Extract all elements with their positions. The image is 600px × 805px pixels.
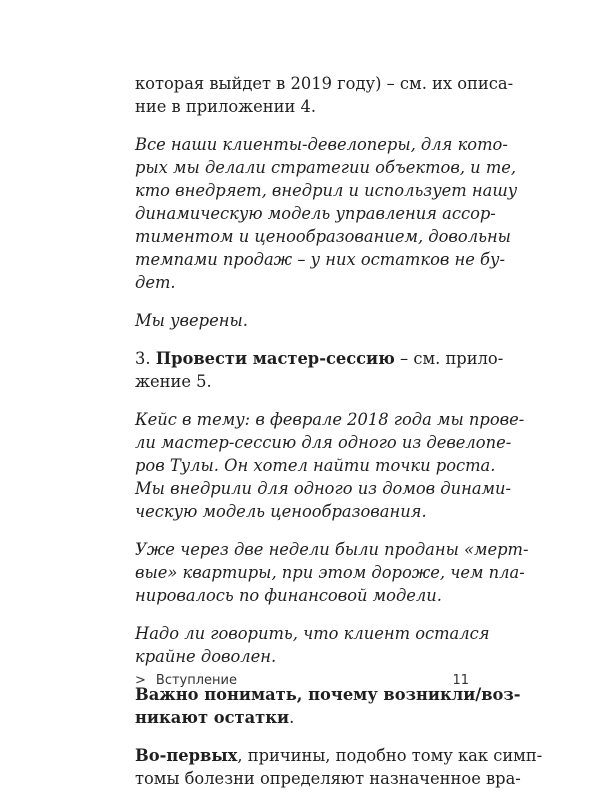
bold-text: никают остатки bbox=[135, 708, 290, 727]
text-line: Кейс в тему: в феврале 2018 года мы прове- bbox=[135, 410, 525, 429]
paragraph-8 bbox=[135, 683, 521, 729]
text-line: Уже через две недели были проданы «мерт- bbox=[135, 540, 529, 559]
list-number: 3. bbox=[135, 349, 156, 368]
text-line: дет. bbox=[135, 273, 176, 292]
text-line: Мы внедрили для одного из домов динами- bbox=[135, 479, 512, 498]
text-line: кто внедряет, внедрил и использует нашу bbox=[135, 181, 518, 200]
bold-heading: Провести мастер-сессию bbox=[155, 349, 395, 368]
text-line: ли мастер-сессию для одного из девелопе- bbox=[135, 433, 512, 452]
text-line: вые» квартиры, при этом дороже, чем пла- bbox=[135, 563, 525, 582]
page-body bbox=[135, 72, 543, 805]
text-line: которая выйдет в 2019 году) – см. их описа- bbox=[135, 74, 514, 93]
text-line bbox=[135, 347, 504, 370]
text-line: жение 5. bbox=[135, 372, 212, 391]
page-number: 11 bbox=[452, 673, 469, 688]
text-line: рых мы делали стратегии объектов, и те, bbox=[135, 158, 517, 177]
text-line: томы болезни определяют назначенное вра- bbox=[135, 769, 521, 788]
text-line: ческую модель ценообразования. bbox=[135, 502, 427, 521]
text-line: Важно понимать, почему возникли/воз- bbox=[135, 685, 521, 704]
paragraph-1 bbox=[135, 72, 514, 118]
text-line bbox=[135, 706, 469, 729]
paragraph-6 bbox=[135, 538, 529, 607]
text-line: Все наши клиенты-девелоперы, для кото- bbox=[135, 135, 508, 154]
text-line: темпами продаж – у них остатков не бу- bbox=[135, 250, 505, 269]
text-line: Надо ли говорить, что клиент остался bbox=[135, 624, 490, 643]
chevron-right-icon: > bbox=[135, 673, 146, 688]
text-line: тиментом и ценообразованием, довольны bbox=[135, 227, 511, 246]
text-line: Мы уверены. bbox=[135, 311, 248, 330]
section-link[interactable] bbox=[135, 673, 237, 688]
text-fragment: , причины, подобно тому как симп- bbox=[237, 746, 543, 765]
text-line bbox=[135, 744, 543, 767]
bold-text: Во-первых bbox=[135, 746, 238, 765]
text-line: ние в приложении 4. bbox=[135, 97, 317, 116]
text-fragment: . bbox=[289, 708, 295, 727]
paragraph-4 bbox=[135, 347, 504, 393]
text-line: крайне доволен. bbox=[135, 647, 277, 666]
text-line: ров Тулы. Он хотел найти точки роста. bbox=[135, 456, 496, 475]
text-fragment: – см. прило- bbox=[394, 349, 504, 368]
paragraph-2 bbox=[135, 133, 518, 294]
paragraph-5 bbox=[135, 408, 525, 523]
section-title: Вступление bbox=[155, 673, 237, 688]
paragraph-9 bbox=[135, 744, 543, 790]
paragraph-7 bbox=[135, 622, 490, 668]
text-line: динамическую модель управления ассор- bbox=[135, 204, 496, 223]
text-line: нировалось по финансовой модели. bbox=[135, 586, 442, 605]
paragraph-3 bbox=[135, 309, 469, 332]
